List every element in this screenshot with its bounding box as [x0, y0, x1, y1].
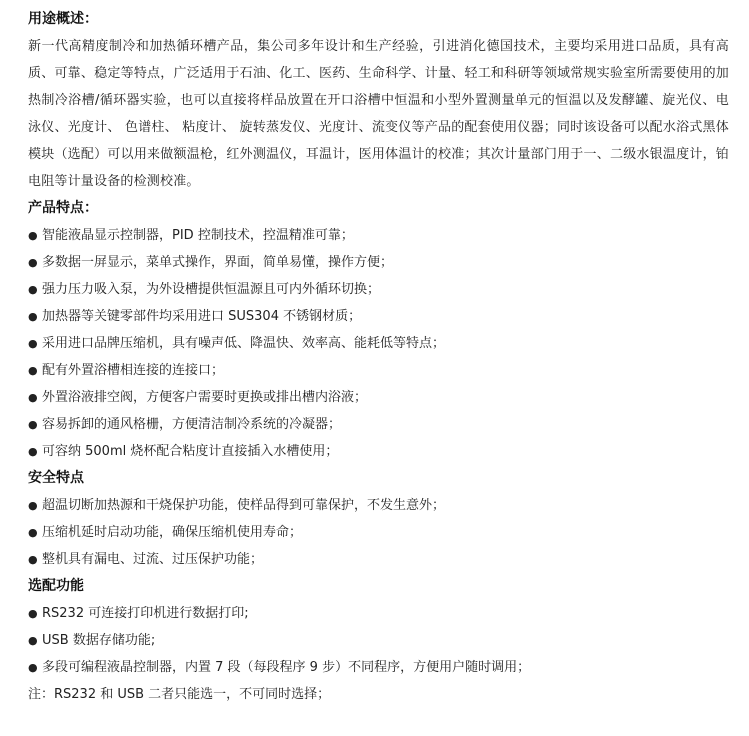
- options-note: 注：RS232 和 USB 二者只能选一，不可同时选择；: [28, 687, 331, 702]
- feature-text: 智能液晶显示控制器，PID 控制技术，控温精准可靠；: [42, 228, 354, 243]
- bullet-icon: ●: [28, 634, 38, 647]
- option-item: [28, 654, 729, 681]
- bullet-icon: ●: [28, 364, 38, 377]
- usage-paragraph: 新一代高精度制冷和加热循环槽产品，集公司多年设计和生产经验，引进消化德国技术，主要均采用进口品质，具有高质、可靠、稳定等特点，广泛适用于石油、化工、医药、生命科学、计量、轻工和科研等领域常规实验室所需要使用的加热制冷浴槽/循环器实验，也可以直接将样品放置在开口浴槽中恒温和小型外置测量单元的恒温以及发酵罐、旋光仪、电泳仪、光度计、 色谱柱、 粘度计、 旋转蒸发仪、光度计、流变仪等产品的配套使用仪器；同时该设备可以配水浴式黑体模块（选配）可以用来做额温枪，红外测温仪，耳温计，医用体温计的校准；其次计量部门用于一、二级水银温度计，铂电阻等计量设备的检测校准。: [28, 39, 729, 189]
- usage-heading: 用途概述：: [28, 11, 98, 27]
- bullet-icon: ●: [28, 256, 38, 269]
- bullet-icon: ●: [28, 391, 38, 404]
- bullet-icon: ●: [28, 661, 38, 674]
- safety-text: 压缩机延时启动功能，确保压缩机使用寿命；: [42, 525, 303, 540]
- features-list: [28, 222, 729, 465]
- safety-text: 整机具有漏电、过流、过压保护功能；: [42, 552, 264, 567]
- feature-item: [28, 411, 729, 438]
- feature-item: [28, 357, 729, 384]
- safety-list: [28, 492, 729, 573]
- option-text: USB 数据存储功能;: [42, 633, 156, 648]
- feature-text: 多数据一屏显示，菜单式操作，界面，简单易懂，操作方便；: [42, 255, 394, 270]
- safety-text: 超温切断加热源和干烧保护功能，使样品得到可靠保护，不发生意外；: [42, 498, 446, 513]
- bullet-icon: ●: [28, 310, 38, 323]
- feature-item: [28, 276, 729, 303]
- safety-item: [28, 519, 729, 546]
- bullet-icon: ●: [28, 607, 38, 620]
- bullet-icon: ●: [28, 526, 38, 539]
- feature-text: 加热器等关键零部件均采用进口 SUS304 不锈钢材质；: [42, 309, 362, 324]
- feature-text: 配有外置浴槽相连接的连接口；: [42, 363, 225, 378]
- feature-item: [28, 249, 729, 276]
- feature-item: [28, 438, 729, 465]
- feature-item: [28, 222, 729, 249]
- feature-text: 强力压力吸入泵，为外设槽提供恒温源且可内外循环切换；: [42, 282, 381, 297]
- feature-item: [28, 384, 729, 411]
- bullet-icon: ●: [28, 499, 38, 512]
- feature-item: [28, 303, 729, 330]
- bullet-icon: ●: [28, 418, 38, 431]
- bullet-icon: ●: [28, 283, 38, 296]
- options-list: [28, 600, 729, 681]
- bullet-icon: ●: [28, 553, 38, 566]
- options-heading: 选配功能: [28, 578, 84, 594]
- option-item: [28, 600, 729, 627]
- safety-heading: 安全特点: [28, 470, 84, 486]
- bullet-icon: ●: [28, 445, 38, 458]
- safety-item: [28, 546, 729, 573]
- bullet-icon: ●: [28, 337, 38, 350]
- feature-text: 可容纳 500ml 烧杯配合粘度计直接插入水槽使用；: [42, 444, 339, 459]
- features-heading: 产品特点：: [28, 200, 98, 216]
- option-text: 多段可编程液晶控制器，内置 7 段（每段程序 9 步）不同程序，方便用户随时调用；: [42, 660, 531, 675]
- safety-item: [28, 492, 729, 519]
- option-text: RS232 可连接打印机进行数据打印;: [42, 606, 249, 621]
- feature-item: [28, 330, 729, 357]
- feature-text: 外置浴液排空阀，方便客户需要时更换或排出槽内浴液；: [42, 390, 368, 405]
- bullet-icon: ●: [28, 229, 38, 242]
- feature-text: 采用进口品牌压缩机，具有噪声低、降温快、效率高、能耗低等特点；: [42, 336, 446, 351]
- feature-text: 容易拆卸的通风格栅，方便清洁制冷系统的冷凝器；: [42, 417, 342, 432]
- option-item: [28, 627, 729, 654]
